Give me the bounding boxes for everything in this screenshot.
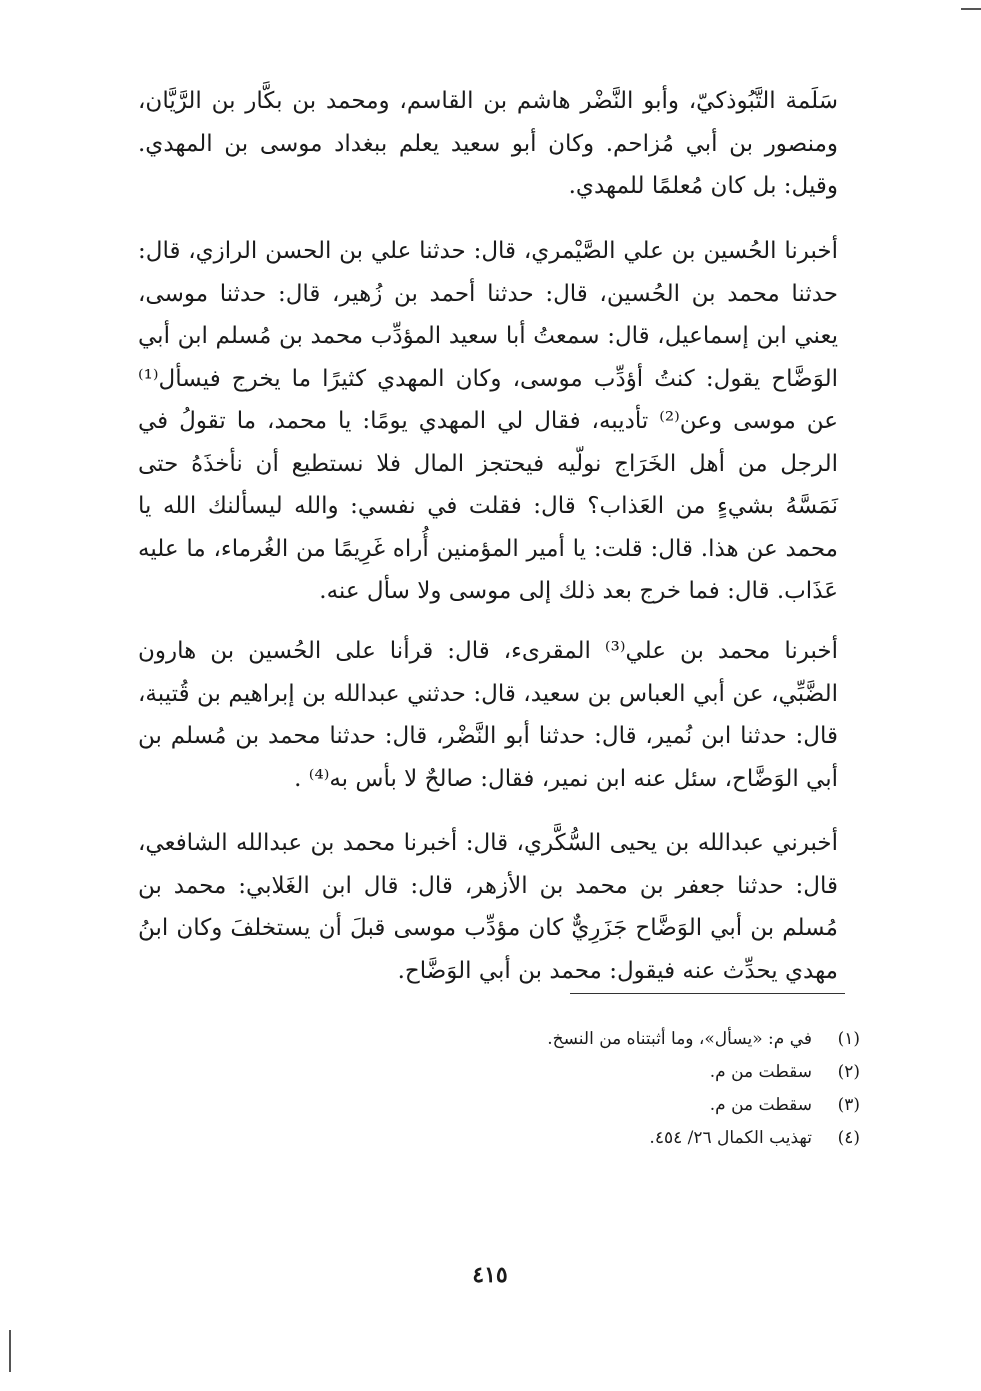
footnote-text: سقطت من م. — [709, 1095, 812, 1115]
paragraph-text: أخبرنا الحُسين بن علي الصَّيْمري، قال: حدثنا علي بن الحسن الرازي، قال: حدثنا محمد بن الحُسين، قال: حدثنا أحمد بن زُهير، قال: حدثنا موسى، يعني ابن إسماعيل، قال: سمعتُ أبا سعيد المؤدِّب محمد بن مُسلم ابن أبي الوَضَّاح يقول: كنتُ أؤدِّب موسى، وكان المهدي كثيرًا ما يخرج فيسأل⁽¹⁾ عن موسى وعن⁽²⁾ تأديبه، فقال لي المهدي يومًا: يا محمد، ما تقولُ في الرجل من أهل الخَرَاج نولّيه فيحتجز المال فلا نستطيع أن نأخذَهُ حتى نَمَسَّهُ بشيءٍ من العَذاب؟ قال: فقلت في نفسي: والله ليسألنك الله يا محمد عن هذا. قال: قلت: يا أمير المؤمنين أُراه غَرِيمًا من الغُرماء، ما عليه عَذَاب. قال: فما خرج بعد ذلك إلى موسى ولا سأل عنه. — [138, 238, 838, 604]
scan-edge-mark — [9, 1330, 11, 1372]
footnote-number: (٣) — [837, 1095, 860, 1115]
footnote-number: (١) — [837, 1029, 860, 1049]
paragraph-text: أخبرني عبدالله بن يحيى السُّكَّري، قال: أخبرنا محمد بن عبدالله الشافعي، قال: حدثنا جعفر بن محمد بن الأزهر، قال: قال ابن الغَلابي: محمد بن مُسلم بن أبي الوَضَّاح جَزَرِيٌّ كان مؤدِّب موسى قبلَ أن يستخلفَ وكان ابنُ مهدي يحدِّث عنه فيقول: محمد بن أبي الوَضَّاح. — [138, 830, 838, 984]
footnote-text: في م: «يسأل»، وما أثبتناه من النسخ. — [547, 1029, 812, 1049]
footnote-3 — [300, 1089, 860, 1122]
paragraph-2 — [138, 230, 838, 613]
footnote-text: سقطت من م. — [709, 1062, 812, 1082]
footnote-1 — [300, 1023, 860, 1056]
footnote-divider — [570, 993, 845, 994]
paragraph-4 — [138, 822, 838, 992]
footnote-number: (٢) — [837, 1062, 860, 1082]
page-number: ٤١٥ — [472, 1262, 508, 1288]
footnote-text: تهذيب الكمال ٢٦/ ٤٥٤. — [649, 1128, 812, 1148]
scan-edge-mark — [961, 8, 981, 10]
paragraph-3 — [138, 630, 838, 800]
footnote-2 — [300, 1056, 860, 1089]
footnotes — [300, 1023, 860, 1155]
footnote-number: (٤) — [837, 1128, 860, 1148]
paragraph-1 — [138, 80, 838, 208]
paragraph-text: سَلَمة التَّبُوذكيّ، وأبو النَّضْر هاشم بن القاسم، ومحمد بن بكَّار بن الرَّيَّان، ومنصور بن أبي مُزاحم. وكان أبو سعيد يعلم ببغداد موسى بن المهدي. وقيل: بل كان مُعلمًا للمهدي. — [138, 88, 838, 199]
footnote-4 — [300, 1122, 860, 1155]
paragraph-text: أخبرنا محمد بن علي⁽³⁾ المقرىء، قال: قرأنا على الحُسين بن هارون الضَّبِّي، عن أبي العباس بن سعيد، قال: حدثني عبدالله بن إبراهيم بن قُتيبة، قال: حدثنا ابن نُمير، قال: حدثنا أبو النَّضْر، قال: حدثنا محمد بن مُسلم بن أبي الوَضَّاح، سئل عنه ابن نمير، فقال: صالحٌ لا بأس به⁽⁴⁾ . — [138, 638, 838, 792]
